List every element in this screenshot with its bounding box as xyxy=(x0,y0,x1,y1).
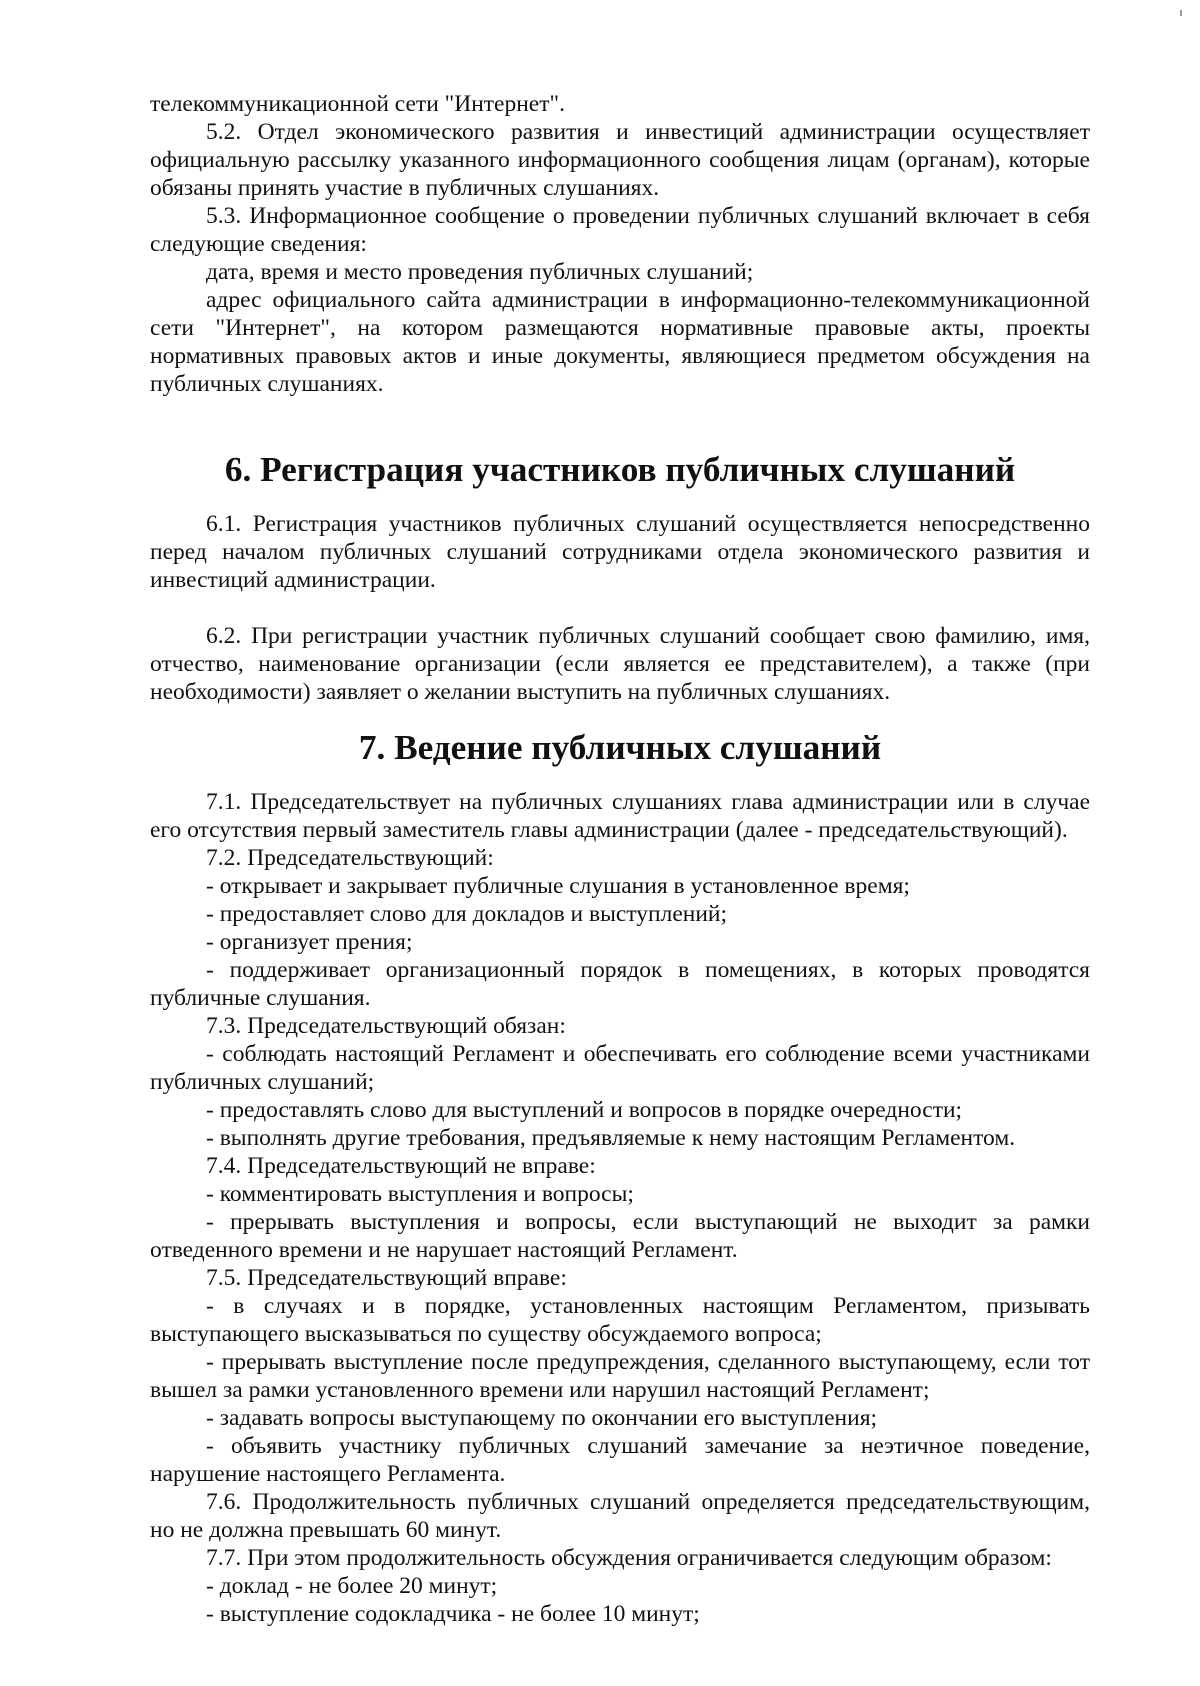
list-item: - предоставляет слово для докладов и выступлений; xyxy=(206,901,728,927)
document-body xyxy=(150,90,1090,1628)
paragraph-7-7: 7.7. При этом продолжительность обсуждения ограничивается следующим образом: xyxy=(206,1545,1052,1571)
paragraph-7-5: 7.5. Председательствующий вправе: xyxy=(206,1265,567,1291)
list-item: - прерывать выступления и вопросы, если выступающий не выходит за рамки отведенного времени и не нарушает настоящий Регламент. xyxy=(150,1209,1090,1263)
paragraph-7-2: 7.2. Председательствующий: xyxy=(206,845,494,871)
list-item: - объявить участнику публичных слушаний замечание за неэтичное поведение, нарушение настоящего Регламента. xyxy=(150,1433,1090,1487)
paragraph-7-1: 7.1. Председательствует на публичных слушаниях глава администрации или в случае его отсутствия первый заместитель главы администрации (далее - председательствующий). xyxy=(150,789,1090,843)
list-item: - прерывать выступление после предупреждения, сделанного выступающему, если тот вышел за рамки установленного времени или нарушил настоящий Регламент; xyxy=(150,1349,1090,1403)
paragraph-6-1: 6.1. Регистрация участников публичных слушаний осуществляется непосредственно перед началом публичных слушаний сотрудниками отдела экономического развития и инвестиций администрации. xyxy=(150,511,1090,593)
paragraph-5-3: 5.3. Информационное сообщение о проведении публичных слушаний включает в себя следующие сведения: xyxy=(150,203,1090,257)
paragraph-5-2: 5.2. Отдел экономического развития и инвестиций администрации осуществляет официальную рассылку указанного информационного сообщения лицам (органам), которые обязаны принять участие в публичных слушаниях. xyxy=(150,119,1090,201)
list-item: - открывает и закрывает публичные слушания в установленное время; xyxy=(206,873,910,899)
list-item: - задавать вопросы выступающему по окончании его выступления; xyxy=(206,1405,878,1431)
paragraph-5-3-item-2: адрес официального сайта администрации в информационно-телекоммуникационной сети "Интернет", на котором размещаются нормативные правовые акты, проекты нормативных правовых актов и иные документы, являющиеся предметом обсуждения на публичных слушаниях. xyxy=(150,287,1090,397)
section-7-heading: 7. Ведение публичных слушаний xyxy=(358,728,882,767)
section-6-heading: 6. Регистрация участников публичных слушаний xyxy=(224,450,1016,489)
paragraph-7-4: 7.4. Председательствующий не вправе: xyxy=(206,1153,596,1179)
list-item: - организует прения; xyxy=(206,929,413,955)
paragraph-5-3-item-1: дата, время и место проведения публичных слушаний; xyxy=(206,259,754,285)
list-item: - выступление содокладчика - не более 10 минут; xyxy=(206,1601,700,1627)
list-item: - комментировать выступления и вопросы; xyxy=(206,1181,634,1207)
paragraph-7-6: 7.6. Продолжительность публичных слушаний определяется председательствующим, но не должна превышать 60 минут. xyxy=(150,1489,1090,1543)
paragraph-5-1-continuation: телекоммуникационной сети "Интернет". xyxy=(150,91,565,117)
paragraph-6-2: 6.2. При регистрации участник публичных слушаний сообщает свою фамилию, имя, отчество, наименование организации (если является ее представителем), а также (при необходимости) заявляет о желании выступить на публичных слушаниях. xyxy=(150,623,1090,705)
scan-speck xyxy=(1180,10,1182,16)
paragraph-7-3: 7.3. Председательствующий обязан: xyxy=(206,1013,566,1039)
list-item: - доклад - не более 20 минут; xyxy=(206,1573,498,1599)
list-item: - в случаях и в порядке, установленных настоящим Регламентом, призывать выступающего высказываться по существу обсуждаемого вопроса; xyxy=(150,1293,1090,1347)
list-item: - предоставлять слово для выступлений и вопросов в порядке очередности; xyxy=(206,1097,963,1123)
list-item: - выполнять другие требования, предъявляемые к нему настоящим Регламентом. xyxy=(206,1125,1016,1151)
list-item: - соблюдать настоящий Регламент и обеспечивать его соблюдение всеми участниками публичных слушаний; xyxy=(150,1041,1090,1095)
list-item: - поддерживает организационный порядок в помещениях, в которых проводятся публичные слушания. xyxy=(150,957,1090,1011)
